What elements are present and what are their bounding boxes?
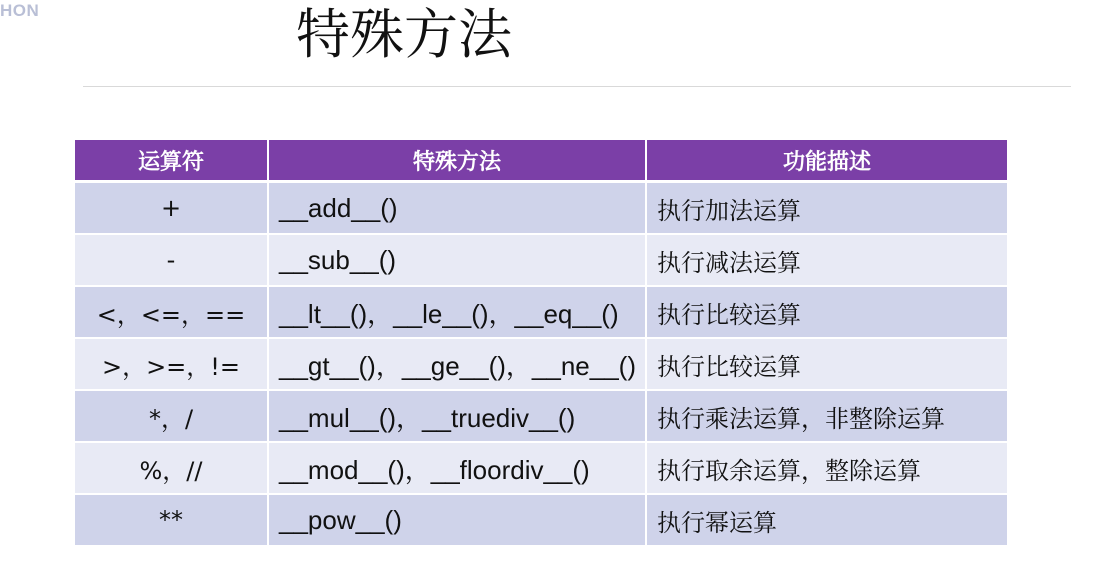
header-operator: 运算符 [75, 140, 268, 182]
operator-cell: ** [75, 494, 268, 546]
description-cell: 执行比较运算 [646, 338, 1007, 390]
description-cell: 执行乘法运算，非整除运算 [646, 390, 1007, 442]
method-cell: __mul__()，__truediv__() [268, 390, 646, 442]
table-row [75, 338, 1007, 390]
table-row [75, 286, 1007, 338]
operator-cell: >，>=，!= [75, 338, 268, 390]
title-divider [83, 86, 1071, 87]
method-cell: __lt__()，__le__()，__eq__() [268, 286, 646, 338]
operator-cell: <，<=，== [75, 286, 268, 338]
description-cell: 执行比较运算 [646, 286, 1007, 338]
operator-cell: + [75, 182, 268, 235]
header-special-method: 特殊方法 [268, 140, 646, 182]
table-header-row [75, 140, 1007, 182]
page-title: 特殊方法 [296, 3, 512, 66]
table-row [75, 442, 1007, 494]
method-cell: __add__() [268, 182, 646, 235]
description-cell: 执行取余运算，整除运算 [646, 442, 1007, 494]
method-cell: __sub__() [268, 234, 646, 286]
special-methods-table [75, 140, 1007, 547]
method-cell: __gt__()，__ge__()，__ne__() [268, 338, 646, 390]
method-cell: __pow__() [268, 494, 646, 546]
description-cell: 执行减法运算 [646, 234, 1007, 286]
operator-cell: *，/ [75, 390, 268, 442]
table-row [75, 390, 1007, 442]
description-cell: 执行加法运算 [646, 182, 1007, 235]
table-row [75, 234, 1007, 286]
operator-cell: - [75, 234, 268, 286]
corner-watermark: HON [0, 1, 40, 20]
operator-cell: %，// [75, 442, 268, 494]
method-cell: __mod__()，__floordiv__() [268, 442, 646, 494]
table-row [75, 182, 1007, 235]
description-cell: 执行幂运算 [646, 494, 1007, 546]
header-description: 功能描述 [646, 140, 1007, 182]
table-row [75, 494, 1007, 546]
